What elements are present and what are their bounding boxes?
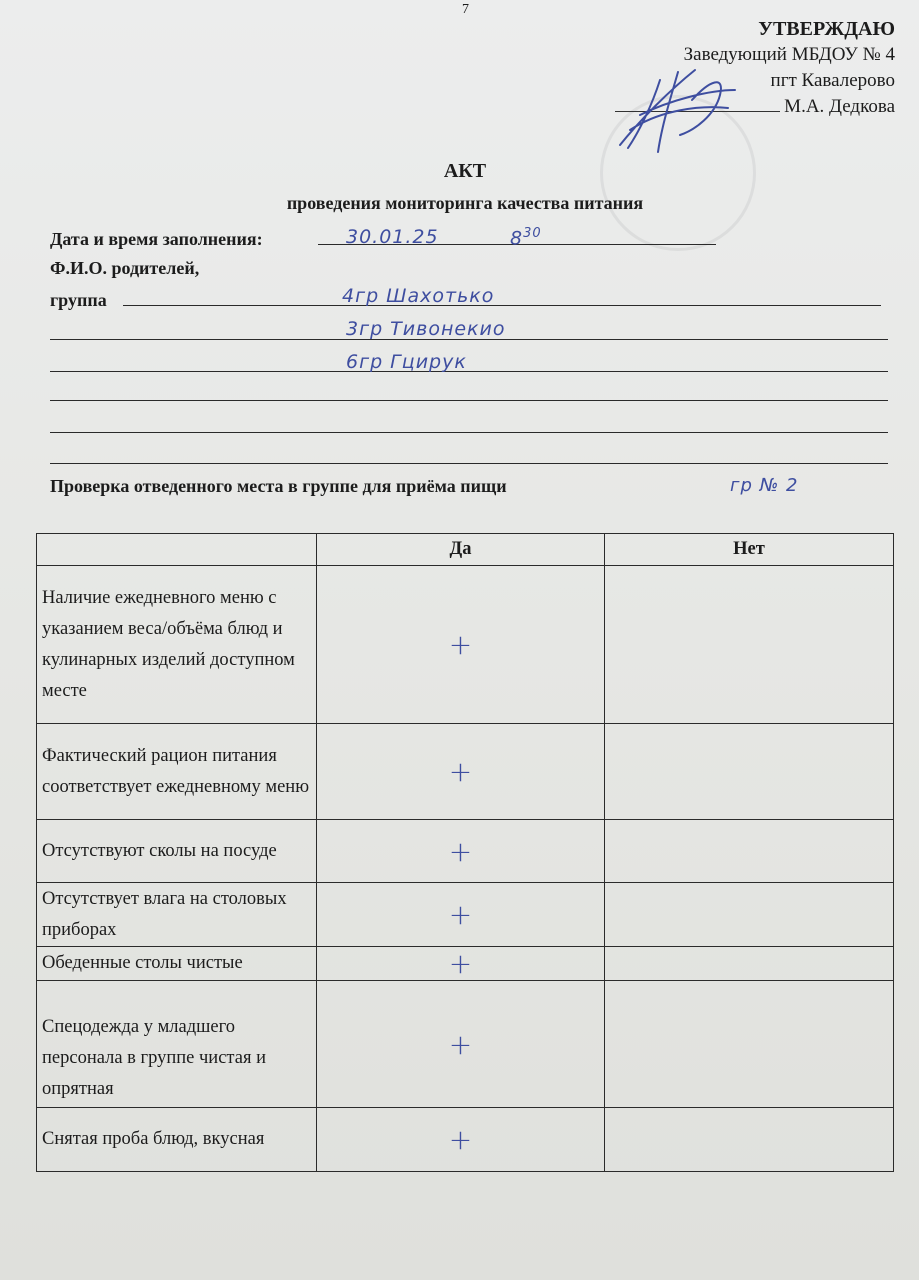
approval-locality: пгт Кавалерово	[770, 70, 895, 91]
handwritten-signature	[600, 60, 740, 160]
row-question: Отсутствует влага на столовых приборах	[37, 883, 317, 947]
section-heading: Проверка отведенного места в группе для приёма пищи	[50, 476, 507, 496]
row-no-mark	[605, 820, 894, 883]
time-value	[510, 226, 542, 249]
group-line-5	[50, 432, 888, 433]
header-question	[37, 534, 317, 566]
header-no: Нет	[605, 534, 894, 566]
group-line-3	[50, 371, 888, 372]
group-line-6	[50, 463, 888, 464]
approval-heading: УТВЕРЖДАЮ	[758, 18, 895, 40]
row-no-mark	[605, 981, 894, 1108]
table-row	[37, 1108, 894, 1172]
document-subtitle: проведения мониторинга качества питания	[286, 193, 644, 213]
row-question: Спецодежда у младшего персонала в группе чистая и опрятная	[37, 981, 317, 1108]
time-minutes: 30	[523, 226, 542, 241]
datetime-label: Дата и время заполнения:	[50, 229, 263, 249]
table-row	[37, 883, 894, 947]
approval-position: Заведующий МБДОУ № 4	[683, 44, 895, 65]
group-entry: 3гр Тивонекио	[346, 318, 506, 340]
group-entry: 6гр Гцирук	[346, 351, 467, 373]
row-question: Фактический рацион питания соответствует ежедневному меню	[37, 724, 317, 820]
table-row	[37, 566, 894, 724]
row-yes-mark	[317, 947, 605, 981]
plus-mark: +	[448, 755, 473, 788]
plus-mark: +	[448, 1027, 473, 1061]
section-note: гр № 2	[730, 475, 799, 496]
table-row	[37, 981, 894, 1108]
datetime-value: 30.01.25	[346, 226, 439, 248]
row-yes-mark	[317, 724, 605, 820]
plus-mark: +	[448, 628, 473, 661]
table-header-row	[37, 534, 894, 566]
group-label: группа	[50, 290, 107, 310]
row-yes-mark	[317, 1108, 605, 1172]
approval-name: М.А. Дедкова	[784, 96, 895, 117]
parents-label: Ф.И.О. родителей,	[50, 258, 200, 278]
header-yes: Да	[317, 534, 605, 566]
row-question: Снятая проба блюд, вкусная	[37, 1108, 317, 1172]
group-line-4	[50, 400, 888, 401]
plus-mark: +	[448, 834, 473, 868]
row-yes-mark	[317, 820, 605, 883]
table-row	[37, 724, 894, 820]
page-number: 7	[462, 2, 469, 17]
row-no-mark	[605, 566, 894, 724]
time-hour: 8	[510, 227, 524, 250]
checklist-table	[36, 533, 894, 1172]
plus-mark: +	[448, 898, 473, 931]
plus-mark: +	[448, 947, 473, 980]
row-question: Обеденные столы чистые	[37, 947, 317, 981]
row-yes-mark	[317, 883, 605, 947]
row-no-mark	[605, 724, 894, 820]
group-line-1	[123, 305, 881, 306]
table-row	[37, 820, 894, 883]
row-no-mark	[605, 947, 894, 981]
row-yes-mark	[317, 981, 605, 1108]
group-entry: 4гр Шахотько	[342, 285, 495, 307]
row-no-mark	[605, 1108, 894, 1172]
row-question: Наличие ежедневного меню с указанием веса/объёма блюд и кулинарных изделий доступном месте	[37, 566, 317, 724]
row-question: Отсутствуют сколы на посуде	[37, 820, 317, 883]
row-no-mark	[605, 883, 894, 947]
plus-mark: +	[448, 1123, 473, 1156]
table-row	[37, 947, 894, 981]
row-yes-mark	[317, 566, 605, 724]
document-title: АКТ	[443, 160, 487, 182]
